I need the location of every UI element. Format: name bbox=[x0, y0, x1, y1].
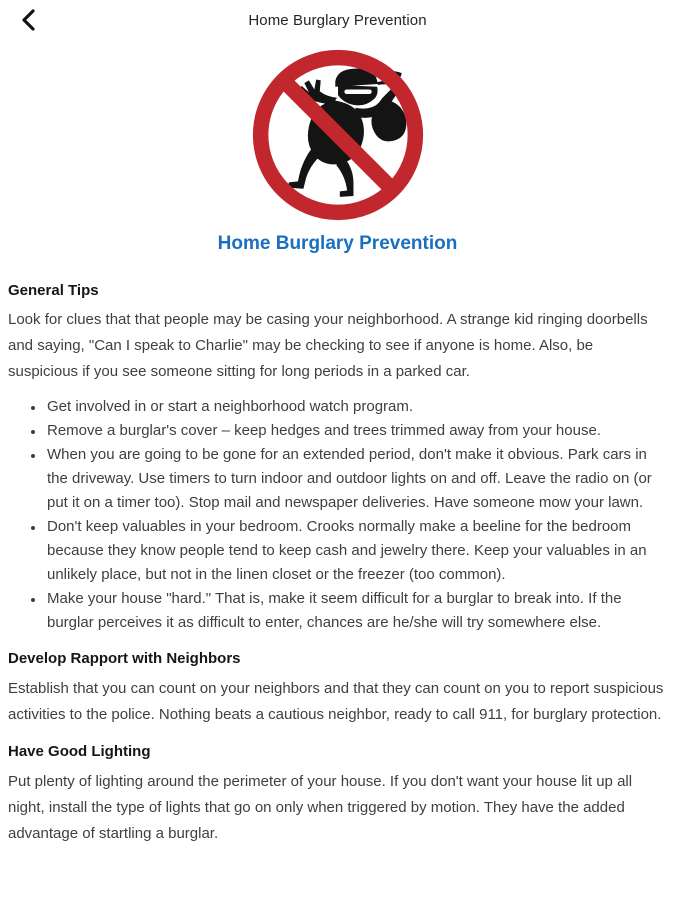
paragraph-have-good-lighting: Put plenty of lighting around the perimeter of your house. If you don't want your house lit up all night, install the type of lights that go on only when triggered by motion. They have the added advantage of startling a burglar. bbox=[8, 773, 633, 842]
section-heading-have-good-lighting: Have Good Lighting bbox=[8, 743, 151, 760]
article-content bbox=[0, 44, 675, 847]
list-item: • When you are going to be gone for an extended period, don't make it obvious. Park cars in the driveway. Use timers to turn indoor and outdoor lights on and off. Leave the radio on (or put it on a timer too). Stop mail and newspaper deliveries. Have someone mow your lawn. bbox=[45, 443, 667, 515]
page-title: Home Burglary Prevention bbox=[248, 11, 427, 29]
section-general-tips bbox=[8, 281, 667, 635]
section-heading-general-tips: General Tips bbox=[8, 282, 99, 299]
back-button[interactable] bbox=[16, 8, 40, 32]
list-item: • Remove a burglar's cover – keep hedges and trees trimmed away from your house. bbox=[45, 419, 667, 443]
no-burglar-icon bbox=[247, 44, 429, 226]
paragraph-general-tips: Look for clues that that people may be casing your neighborhood. A strange kid ringing doorbells and saying, "Can I speak to Charlie" may be checking to see if anyone is home. Also, be suspicious if you see someone sitting for long periods in a parked car. bbox=[8, 311, 648, 380]
section-have-good-lighting bbox=[8, 742, 667, 847]
chevron-left-icon bbox=[20, 9, 36, 31]
list-item: • Make your house "hard." That is, make it seem difficult for a burglar to break into. If the burglar perceives it as difficult to enter, chances are he/she will try somewhere else. bbox=[45, 587, 667, 635]
section-develop-rapport bbox=[8, 649, 667, 728]
list-item: • Get involved in or start a neighborhood watch program. bbox=[45, 395, 667, 419]
paragraph-develop-rapport: Establish that you can count on your neighbors and that they can count on you to report suspicious activities to the police. Nothing beats a cautious neighbor, ready to call 911, for burglary protection. bbox=[8, 680, 664, 723]
tips-list bbox=[8, 395, 667, 635]
article-title: Home Burglary Prevention bbox=[217, 233, 458, 254]
header bbox=[0, 0, 675, 40]
section-heading-develop-rapport: Develop Rapport with Neighbors bbox=[8, 650, 241, 667]
list-item: • Don't keep valuables in your bedroom. Crooks normally make a beeline for the bedroom because they know people tend to keep cash and jewelry there. Keep your valuables in an unlikely place, but not in the linen closet or the freezer (too common). bbox=[45, 515, 667, 587]
